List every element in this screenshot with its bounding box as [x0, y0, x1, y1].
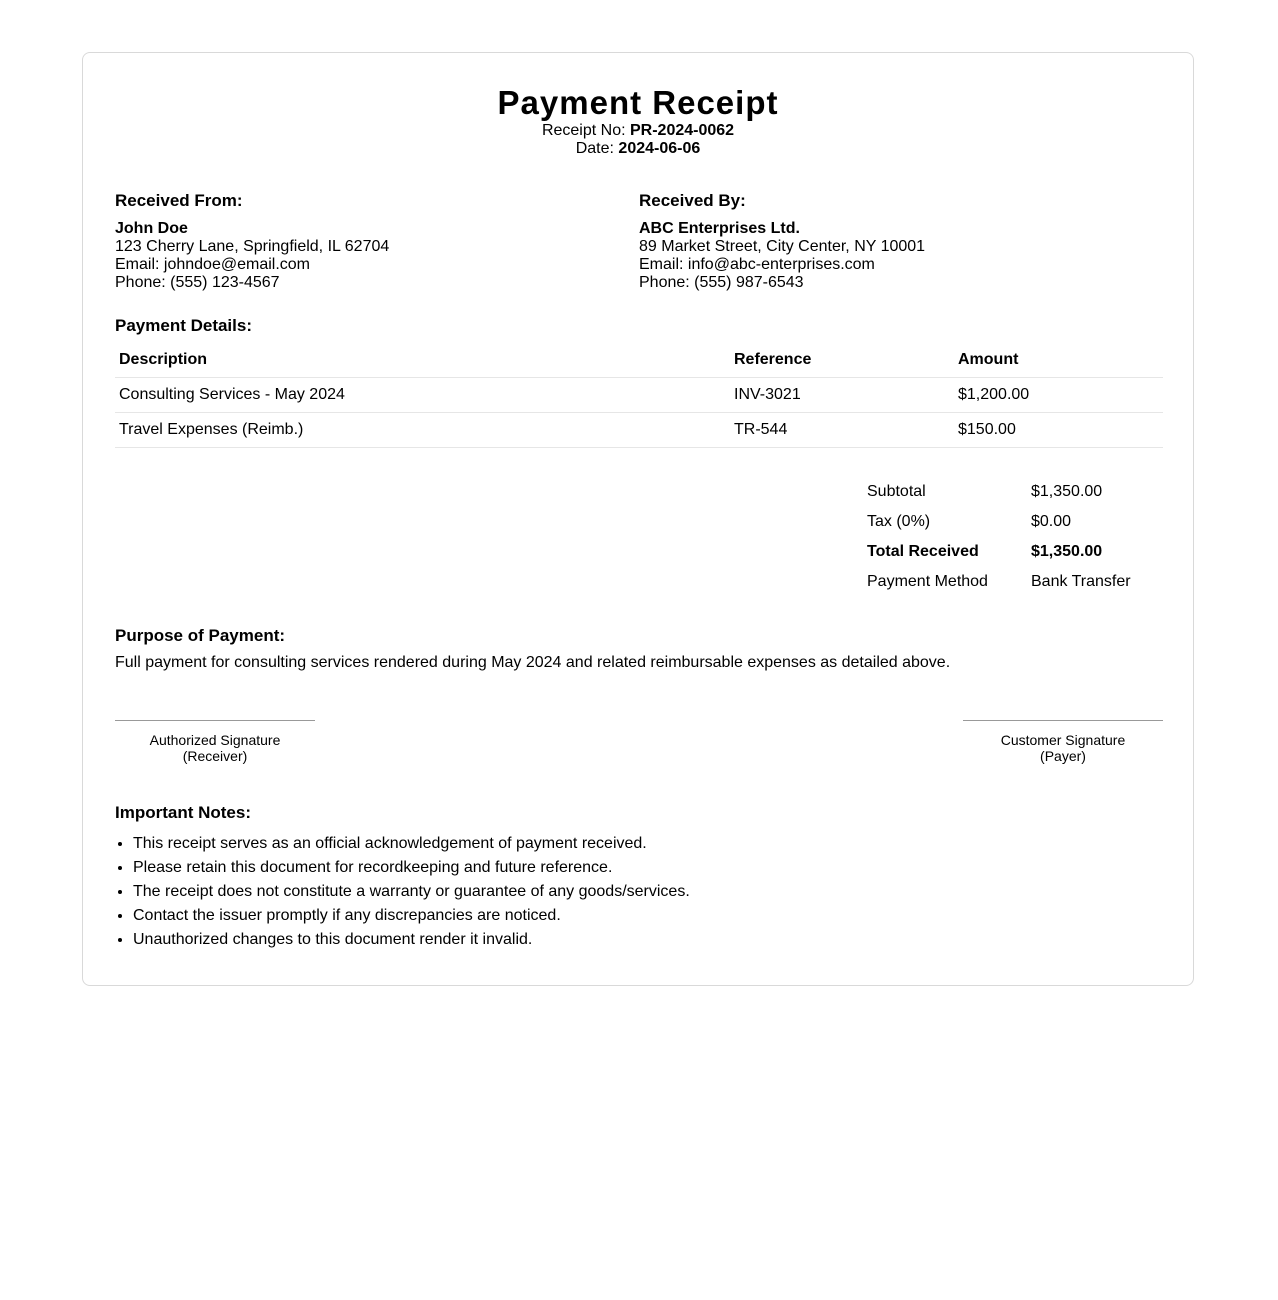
purpose-text: Full payment for consulting services rendered during May 2024 and related reimbursable expenses as detailed above. [115, 654, 951, 671]
receipt-card [82, 52, 1194, 986]
receipt-date: 2024-06-06 [618, 140, 701, 157]
list-item: • The receipt does not constitute a warranty or guarantee of any goods/services. [133, 880, 690, 904]
row-description: Travel Expenses (Reimb.) [115, 413, 730, 448]
list-item: • This receipt serves as an official acknowledgement of payment received. [133, 832, 690, 856]
list-item: • Contact the issuer promptly if any discrepancies are noticed. [133, 904, 690, 928]
receipt-number: PR-2024-0062 [629, 122, 735, 139]
payer-signature-label: Customer Signature [1000, 732, 1126, 748]
row-reference: TR-544 [730, 413, 954, 448]
payer-name: John Doe [115, 220, 188, 237]
receiver-signature-label: Authorized Signature [149, 732, 281, 748]
received-from-heading: Received From: [115, 191, 243, 210]
purpose-heading: Purpose of Payment: [115, 626, 286, 645]
row-amount: $1,200.00 [954, 378, 1163, 413]
row-amount: $150.00 [954, 413, 1163, 448]
totals-row-total-received [867, 537, 1131, 567]
payment-details-heading: Payment Details: [115, 316, 252, 335]
receiver-email: Email: info@abc-enterprises.com [639, 256, 875, 273]
totals-row-tax [867, 507, 1131, 537]
notes-list [115, 832, 690, 952]
receipt-number-line [83, 122, 1193, 140]
receipt-number-label: Receipt No: [541, 122, 626, 139]
totals-row-payment-method [867, 567, 1131, 597]
payment-details-table [115, 343, 1163, 448]
row-description: Consulting Services - May 2024 [115, 378, 730, 413]
column-header-description: Description [115, 343, 730, 378]
table-row [115, 413, 1163, 448]
receiver-address: 89 Market Street, City Center, NY 10001 [639, 238, 926, 255]
receiver-name: ABC Enterprises Ltd. [639, 220, 800, 237]
column-header-reference: Reference [730, 343, 954, 378]
row-reference: INV-3021 [730, 378, 954, 413]
payment-method-value: Bank Transfer [1031, 573, 1131, 590]
tax-value: $0.00 [1031, 513, 1072, 530]
payment-method-label: Payment Method [867, 573, 988, 590]
receipt-date-label: Date: [575, 140, 614, 157]
receiver-signature-block [115, 720, 315, 764]
tax-label: Tax (0%) [867, 513, 931, 530]
receipt-date-line [83, 140, 1193, 158]
payer-phone: Phone: (555) 123-4567 [115, 274, 280, 291]
payer-signature-block [963, 720, 1163, 764]
page-title: Payment Receipt [497, 84, 779, 121]
totals-row-subtotal [867, 477, 1131, 507]
received-from-block [115, 191, 595, 292]
payer-signature-role: (Payer) [1040, 748, 1086, 764]
payer-email: Email: johndoe@email.com [115, 256, 310, 273]
total-received-value: $1,350.00 [1031, 543, 1103, 560]
total-received-label: Total Received [867, 543, 979, 560]
payer-address: 123 Cherry Lane, Springfield, IL 62704 [115, 238, 390, 255]
receiver-signature-role: (Receiver) [182, 748, 248, 764]
receiver-phone: Phone: (555) 987-6543 [639, 274, 804, 291]
table-header-row [115, 343, 1163, 378]
subtotal-label: Subtotal [867, 483, 926, 500]
list-item: • Unauthorized changes to this document render it invalid. [133, 928, 690, 952]
subtotal-value: $1,350.00 [1031, 483, 1103, 500]
totals-table [867, 477, 1131, 597]
notes-heading: Important Notes: [115, 803, 251, 822]
list-item: • Please retain this document for recordkeeping and future reference. [133, 856, 690, 880]
column-header-amount: Amount [954, 343, 1163, 378]
received-by-heading: Received By: [639, 191, 746, 210]
received-by-block [639, 191, 1119, 292]
table-row [115, 378, 1163, 413]
